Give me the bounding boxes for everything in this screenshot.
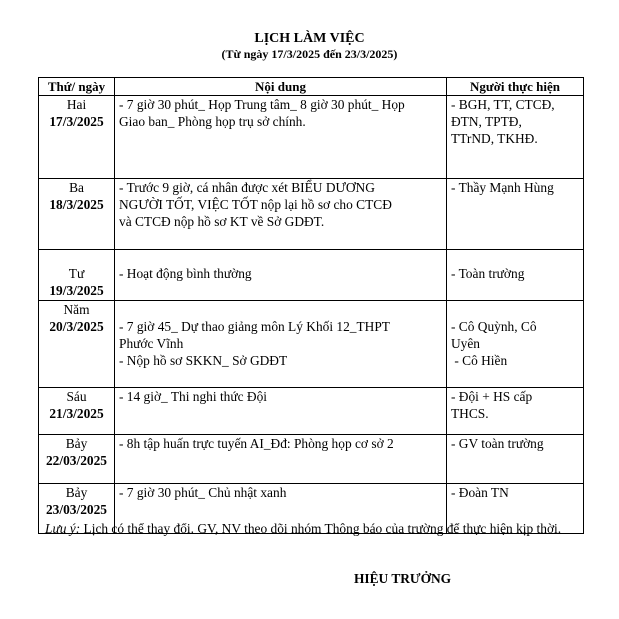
column-header-content: Nội dung	[115, 78, 447, 96]
table-header-row	[39, 78, 584, 96]
content-line: - 7 giờ 30 phút_ Chủ nhật xanh	[119, 485, 287, 500]
content-cell	[115, 435, 447, 484]
table-row	[39, 388, 584, 435]
person-line: - Cô Quỳnh, Cô	[451, 319, 537, 334]
content-line: - Trước 9 giờ, cá nhân được xét BIỂU DƯƠNG	[119, 180, 375, 195]
day-date: 17/3/2025	[49, 114, 104, 129]
day-date: 23/03/2025	[45, 502, 107, 517]
day-cell	[39, 250, 115, 301]
person-cell	[447, 250, 584, 301]
content-cell	[115, 96, 447, 179]
content-line: - 7 giờ 30 phút_ Họp Trung tâm_ 8 giờ 30 phút_ Họp	[119, 97, 405, 112]
person-line: ĐTN, TPTĐ,	[451, 114, 522, 129]
day-cell	[39, 435, 115, 484]
day-cell	[39, 388, 115, 435]
column-header-person: Người thực hiện	[447, 78, 584, 96]
day-name: Hai	[66, 97, 87, 112]
note-label: Lưu ý:	[45, 521, 81, 536]
content-line: - 7 giờ 45_ Dự thao giảng môn Lý Khối 12_THPT	[119, 319, 390, 334]
page-title: LỊCH LÀM VIỆC	[254, 31, 365, 46]
content-line: - 14 giờ_ Thi nghi thức Đội	[119, 389, 267, 404]
content-line: - Hoạt động bình thường	[119, 266, 252, 281]
day-name: Bảy	[65, 436, 88, 451]
person-line: THCS.	[451, 406, 489, 421]
day-cell	[39, 179, 115, 250]
signature-title: HIỆU TRƯỞNG	[354, 571, 452, 586]
person-cell	[447, 96, 584, 179]
day-name: Ba	[69, 180, 84, 195]
day-cell	[39, 301, 115, 388]
person-cell	[447, 435, 584, 484]
day-cell	[39, 96, 115, 179]
note-text: Lịch có thể thay đổi. GV, NV theo dõi nhóm Thông báo của trường để thực hiện kịp thời.	[80, 521, 562, 536]
table-row	[39, 435, 584, 484]
person-line: Uyên	[451, 336, 481, 351]
day-date: 20/3/2025	[49, 319, 104, 334]
person-line: - GV toàn trường	[451, 436, 544, 451]
person-cell	[447, 301, 584, 388]
day-date: 21/3/2025	[49, 406, 104, 421]
content-line: Giao ban_ Phòng họp trụ sở chính.	[119, 114, 306, 129]
person-cell	[447, 388, 584, 435]
page-subtitle: (Từ ngày 17/3/2025 đến 23/3/2025)	[221, 47, 398, 61]
content-line: và CTCĐ nộp hồ sơ KT về Sở GDĐT.	[119, 214, 325, 229]
table-row	[39, 96, 584, 179]
person-line: - Thầy Mạnh Hùng	[451, 180, 554, 195]
day-name: Tư	[68, 266, 85, 281]
content-cell	[115, 301, 447, 388]
day-name: Năm	[63, 302, 90, 317]
content-cell	[115, 250, 447, 301]
person-line: TTrND, TKHĐ.	[451, 131, 538, 146]
content-cell	[115, 388, 447, 435]
day-name: Sáu	[66, 389, 87, 404]
person-line: - Đội + HS cấp	[451, 389, 533, 404]
person-line: - Toàn trường	[451, 266, 525, 281]
day-date: 18/3/2025	[49, 197, 104, 212]
person-line: - Đoàn TN	[451, 485, 509, 500]
day-date: 19/3/2025	[49, 283, 104, 298]
content-line: Phước Vĩnh	[119, 336, 184, 351]
note	[45, 519, 585, 539]
content-line: - 8h tập huấn trực tuyến AI_Đđ: Phòng họp cơ sở 2	[119, 436, 394, 451]
day-name: Bảy	[65, 485, 88, 500]
column-header-day: Thứ/ ngày	[39, 78, 115, 96]
table-row	[39, 301, 584, 388]
table-row	[39, 250, 584, 301]
table-row	[39, 179, 584, 250]
schedule-body	[39, 96, 584, 534]
schedule-table	[38, 77, 584, 534]
day-date: 22/03/2025	[45, 453, 107, 468]
person-line: - BGH, TT, CTCĐ,	[451, 97, 555, 112]
content-line: - Nộp hồ sơ SKKN_ Sở GDĐT	[119, 353, 288, 368]
person-cell	[447, 179, 584, 250]
person-line: - Cô Hiền	[451, 353, 508, 368]
content-cell	[115, 179, 447, 250]
content-line: NGƯỜI TỐT, VIỆC TỐT nộp lại hồ sơ cho CTCĐ	[119, 197, 392, 212]
